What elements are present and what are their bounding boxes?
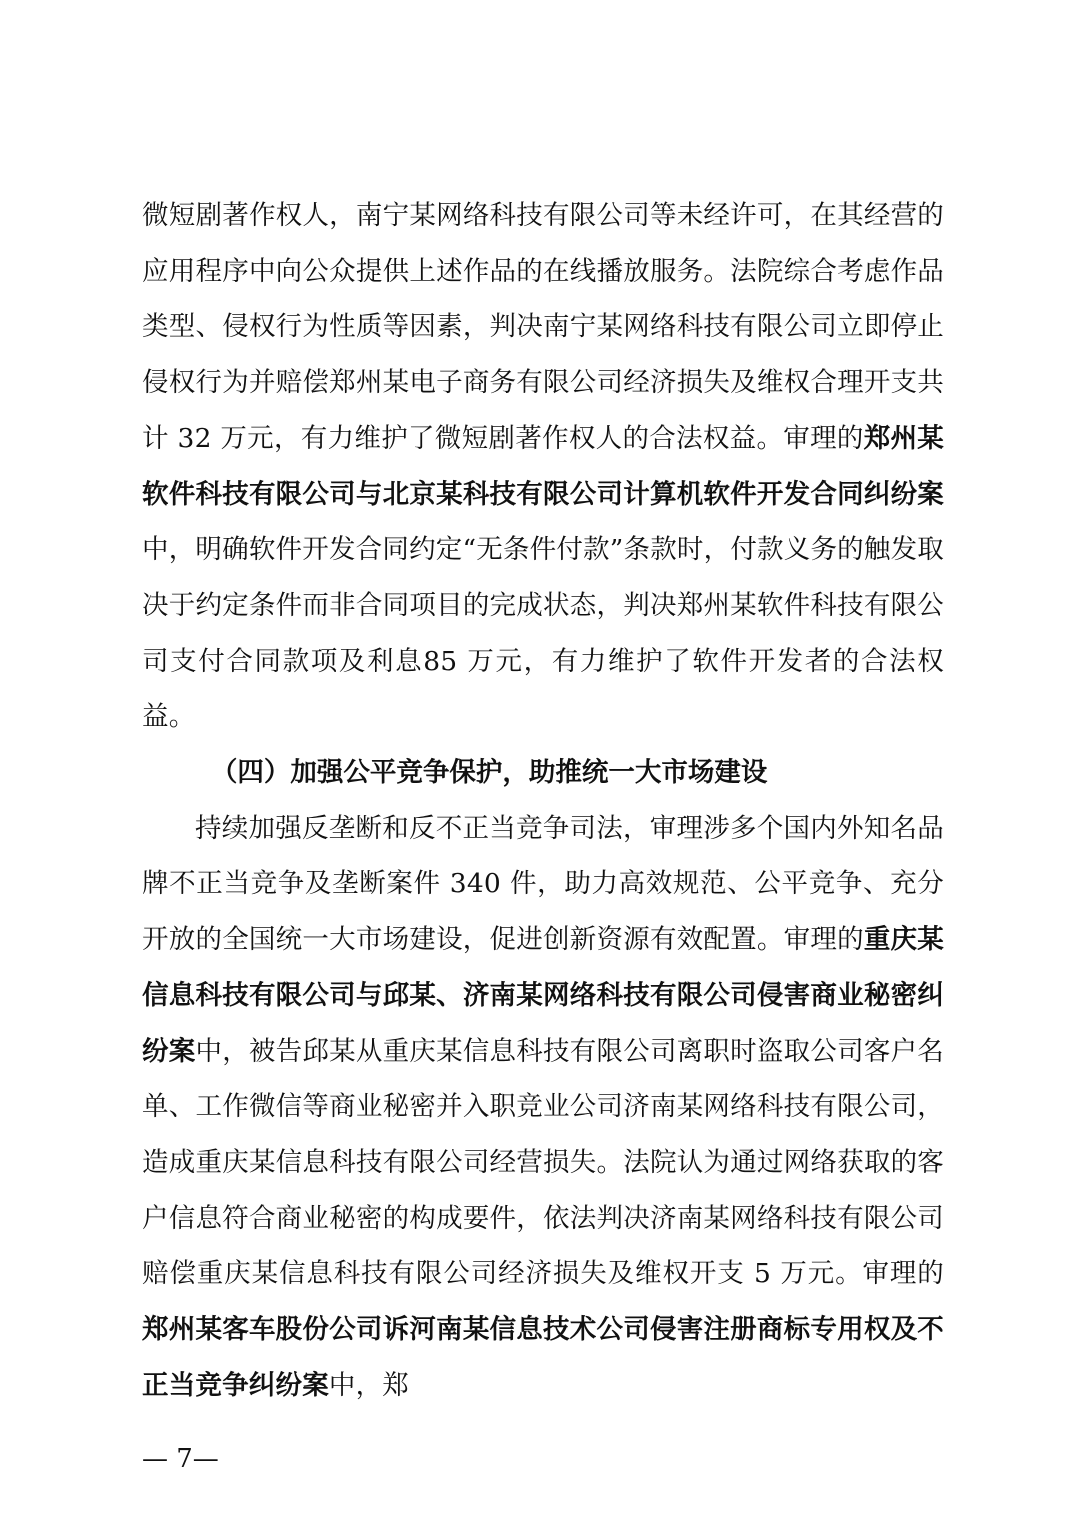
paragraph-1-text-2: 中，明确软件开发合同约定“无条件付款”条款时，付款义务的触发取决于约定条件而非合同项目的完成状态，判决郑州某软件科技有限公司支付合同款项及利息85 万元，有力维护了软件开发者的合法权益。 bbox=[142, 534, 944, 733]
case-name-software-contract: 郑州某软件科技有限公司与北京某科技有限公司计算机软件开发合同纠纷案 bbox=[142, 422, 944, 510]
case-name-trademark: 郑州某客车股份公司诉河南某信息技术公司侵害注册商标专用权及不正当竞争纠纷案 bbox=[142, 1314, 944, 1401]
paragraph-2-text-2: 中，被告邱某从重庆某信息科技有限公司离职时盗取公司客户名单、工作微信等商业秘密并入职竞业公司济南某网络科技有限公司，造成重庆某信息科技有限公司经营损失。法院认为通过网络获取的客户信息符合商业秘密的构成要件，依法判决济南某网络科技有限公司赔偿重庆某信息科技有限公司经济损失及维权开支 5 万元。审理的 bbox=[142, 1035, 944, 1290]
paragraph-1-text-1: 微短剧著作权人，南宁某网络科技有限公司等未经许可，在其经营的应用程序中向公众提供上述作品的在线播放服务。法院综合考虑作品类型、侵权行为性质等因素，判决南宁某网络科技有限公司立即停止侵权行为并赔偿郑州某电子商务有限公司经济损失及维权合理开支共计 32 万元，有力维护了微短剧著作权人的合法权益。审理的 bbox=[142, 200, 944, 454]
body-text bbox=[142, 188, 944, 1413]
paragraph-2-text-1: 持续加强反垄断和反不正当竞争司法，审理涉多个国内外知名品牌不正当竞争及垄断案件 340 件，助力高效规范、公平竞争、充分开放的全国统一大市场建设，促进创新资源有效配置。审理的 bbox=[142, 812, 944, 956]
case-name-trade-secret: 重庆某信息科技有限公司与邱某、济南某网络科技有限公司侵害商业秘密纠纷案 bbox=[142, 924, 944, 1067]
paragraph-2 bbox=[142, 801, 944, 1414]
paragraph-1 bbox=[142, 188, 944, 745]
page-number: — 7— bbox=[142, 1444, 219, 1474]
section-heading: （四）加强公平竞争保护，助推统一大市场建设 bbox=[210, 757, 768, 789]
paragraph-2-text-3: 中，郑 bbox=[328, 1369, 410, 1401]
